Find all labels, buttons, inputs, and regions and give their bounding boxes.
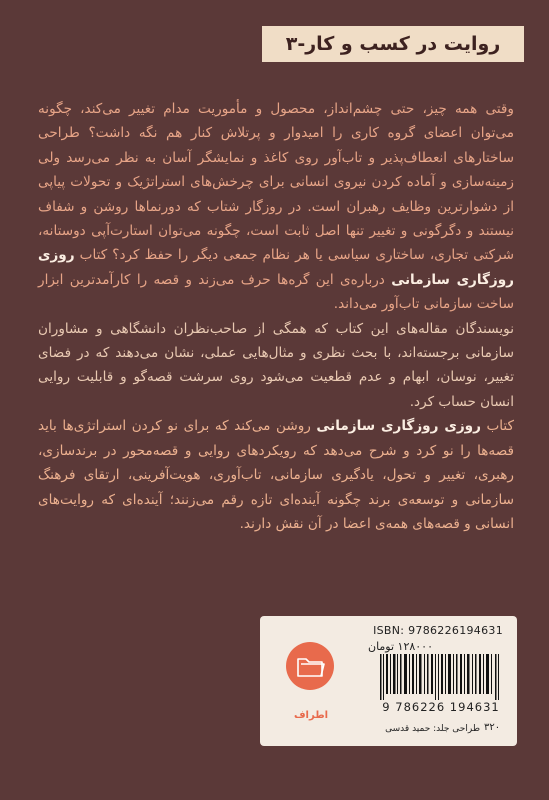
blurb-paragraph-1 <box>38 97 514 317</box>
series-title: روایت در کسب و کار-۳ <box>262 26 524 62</box>
publisher-panel <box>260 616 517 746</box>
blurb-text-segment: وقتی همه چیز، حتی چشم‌انداز، محصول و مأموریت مدام تغییر می‌کند، چگونه می‌توان اعضای گروه کاری را امیدوار و پرتلاش کنار هم نگه داشت؟ طراحی ساختارهای انعطاف‌پذیر و تاب‌آور روی کاغذ و نمایشگر آسان به نظر می‌رسد ولی زمینه‌سازی و آماده کردن نیروی انسانی برای چرخش‌های استراتژیک و تحولات پیاپی از دشوارترین وظایف رهبران است. در روزگار شتاب که دورنماها روشن و شفاف نیستند و دگرگونی و تغییر تنها اصل ثابت است، چگونه می‌توان استارت‌آپی دوستانه، شرکتی تجاری، ساختاری سیاسی یا هر نظام جمعی دیگر را حفظ کرد؟ کتاب <box>38 101 514 264</box>
blurb-text-segment: درباره‌ی این گره‌ها حرف می‌زند و قصه را کارآمدترین ابزار ساخت سازمانی تاب‌آور می‌داند. <box>38 271 514 313</box>
blurb-text-segment: کتاب <box>480 418 514 435</box>
book-title-highlight: روزی روزگاری سازمانی <box>316 418 481 435</box>
publisher-name: اطراف <box>293 710 329 721</box>
price-text: ۱۲۸۰۰۰ تومان <box>367 640 433 653</box>
publisher-logo <box>286 642 334 690</box>
blurb-text <box>38 97 514 536</box>
folder-icon <box>286 642 334 690</box>
book-title-highlight: روزی روزگاری سازمانی <box>38 247 514 288</box>
blurb-paragraph-3 <box>38 414 514 536</box>
blurb-paragraph-2: نویسندگان مقاله‌های این کتاب که همگی از صاحب‌نظران دانشگاهی و مشاوران سازمانی برجسته‌اند، با بحث نظری و مثال‌هایی عملی، نشان می‌دهند که در فضای تغییر، نوسان، ابهام و عدم قطعیت می‌شود روی سرشت قصه‌گو و قابلیت روایی انسان حساب کرد. <box>38 320 514 410</box>
blurb-text-segment: روشن می‌کند که برای نو کردن استراتژی‌ها باید قصه‌ها را نو کرد و شرح می‌دهد که رویکردهای روایی و قصه‌محور در برندسازی، رهبری، تغییر و تحول، یادگیری سازمانی، تاب‌آوری، هویت‌آفرینی، ارتقای فرهنگ سازمانی و توسعه‌ی برند چگونه آینده‌ای تازه رقم می‌زنند؛ آینده‌ای که روایت‌های انسانی و قصه‌های همه‌ی اعضا در آن نقش دارند. <box>38 418 514 532</box>
barcode-number: 9 786226 194631 <box>382 700 500 714</box>
publisher-mark: ۳۲۰ <box>484 722 501 733</box>
isbn-text: ISBN: 9786226194631 <box>373 624 503 637</box>
barcode <box>378 654 502 700</box>
cover-designer-credit: طراحی جلد: حمید قدسی <box>385 724 480 734</box>
